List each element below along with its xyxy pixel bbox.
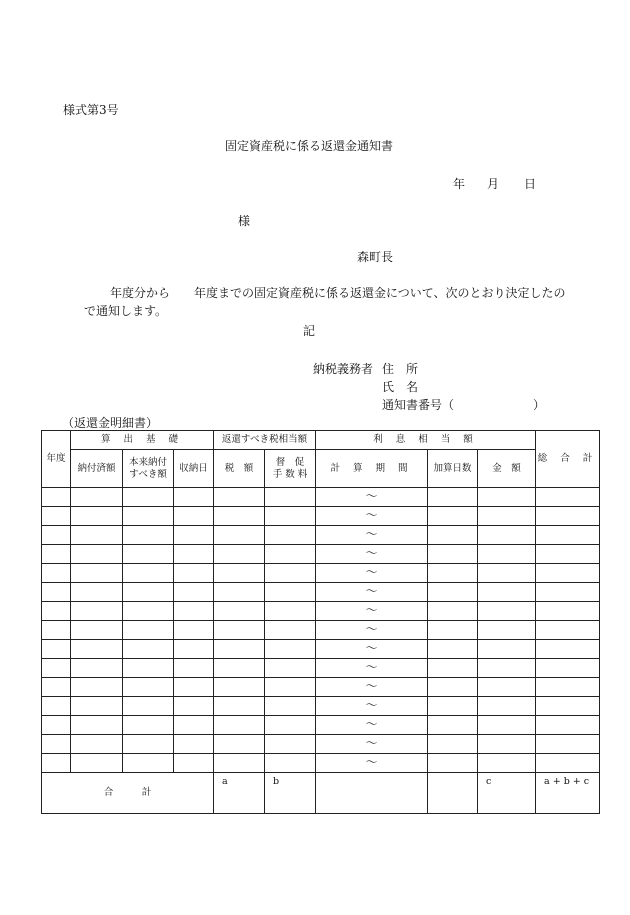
proper-amount-cell [123,602,174,621]
tax-amount-cell [214,678,265,697]
tax-amount-cell [214,640,265,659]
header-row-2 [42,450,600,488]
demand-fee-cell [265,678,316,697]
addressee-suffix: 様 [238,214,251,228]
year-cell [42,602,71,621]
calc-period-cell [316,697,428,716]
added-days-cell [428,735,478,754]
proper-amount-cell [123,678,174,697]
year-cell [42,754,71,773]
date-year-label: 年 [453,177,466,191]
calc-period-cell [316,754,428,773]
paid-amount-cell [71,716,123,735]
total-mark-c: c [478,773,536,814]
demand-fee-cell [265,545,316,564]
interest-amount-cell [478,583,536,602]
paid-amount-cell [71,583,123,602]
grand-total-header: 総 合 計 [536,431,600,488]
proper-amount-cell [123,545,174,564]
year-header: 年度 [42,431,71,488]
tax-amount-cell [214,697,265,716]
year-cell [42,678,71,697]
demand-fee-header [265,450,316,488]
interest-amount-cell [478,564,536,583]
tax-amount-cell [214,564,265,583]
interest-amount-cell [478,697,536,716]
added-days-cell [428,716,478,735]
tax-amount-cell [214,621,265,640]
demand-fee-cell [265,697,316,716]
detail-row [42,583,600,602]
period-separator: 〜 [365,584,378,598]
calc-period-cell [316,621,428,640]
detail-row [42,697,600,716]
paid-amount-cell [71,602,123,621]
grand-total-cell [536,526,600,545]
total-period-cell [316,773,428,814]
period-separator: 〜 [365,660,378,674]
calc-period-header: 計 算 期 間 [316,450,428,488]
ki-mark: 記 [303,324,316,338]
period-separator: 〜 [365,565,378,579]
added-days-cell [428,545,478,564]
year-cell [42,621,71,640]
received-date-cell [174,507,214,526]
year-cell [42,640,71,659]
proper-amount-cell [123,716,174,735]
total-days-cell [428,773,478,814]
calc-period-cell [316,640,428,659]
refund-header: 返還すべき税相当額 [214,431,316,450]
detail-row [42,602,600,621]
issuer-name: 森町長 [357,250,394,264]
total-mark-b: b [265,773,316,814]
tax-amount-cell [214,507,265,526]
detail-row [42,526,600,545]
grand-total-cell [536,678,600,697]
received-date-cell [174,583,214,602]
interest-amount-cell [478,640,536,659]
proper-amount-header-line2: すべき額 [129,468,167,480]
tax-amount-cell [214,602,265,621]
grand-total-cell [536,507,600,526]
interest-amount-cell [478,678,536,697]
detail-row [42,716,600,735]
received-date-cell [174,526,214,545]
paid-amount-cell [71,659,123,678]
year-cell [42,488,71,507]
demand-fee-cell [265,659,316,678]
demand-fee-cell [265,564,316,583]
interest-amount-cell [478,507,536,526]
received-date-cell [174,716,214,735]
demand-fee-cell [265,621,316,640]
calc-period-cell [316,545,428,564]
interest-amount-cell [478,754,536,773]
period-separator: 〜 [365,546,378,560]
tax-amount-cell [214,526,265,545]
period-separator: 〜 [365,698,378,712]
paid-amount-cell [71,640,123,659]
received-date-cell [174,545,214,564]
calc-period-cell [316,735,428,754]
year-cell [42,716,71,735]
proper-amount-cell [123,488,174,507]
calc-period-cell [316,488,428,507]
added-days-cell [428,602,478,621]
proper-amount-header-line1: 本来納付 [128,456,167,468]
header-row-1 [42,431,600,450]
detail-row [42,488,600,507]
received-date-cell [174,602,214,621]
detail-row [42,735,600,754]
calc-period-cell [316,602,428,621]
refund-detail-table [41,430,600,814]
tax-amount-cell [214,583,265,602]
taxpayer-label: 納税義務者 [313,362,374,376]
period-separator: 〜 [365,641,378,655]
proper-amount-cell [123,735,174,754]
grand-total-cell [536,735,600,754]
address-label: 住 所 [382,362,419,376]
table-caption: （返還金明細書） [62,416,159,430]
grand-total-cell [536,564,600,583]
calc-period-cell [316,716,428,735]
grand-total-cell [536,716,600,735]
tax-amount-cell [214,735,265,754]
grand-total-cell [536,621,600,640]
received-date-cell [174,678,214,697]
period-separator: 〜 [365,717,378,731]
tax-amount-cell [214,545,265,564]
demand-fee-cell [265,640,316,659]
grand-total-cell [536,640,600,659]
interest-amount-cell [478,621,536,640]
demand-fee-cell [265,754,316,773]
total-mark-sum: a + b + c [536,773,600,814]
period-separator: 〜 [365,527,378,541]
received-date-cell [174,640,214,659]
year-cell [42,697,71,716]
demand-fee-cell [265,602,316,621]
demand-fee-cell [265,488,316,507]
paid-amount-cell [71,488,123,507]
demand-fee-header-line2: 手 数 料 [272,468,308,480]
demand-fee-cell [265,735,316,754]
added-days-cell [428,583,478,602]
grand-total-cell [536,754,600,773]
added-days-cell [428,488,478,507]
period-separator: 〜 [365,755,378,769]
year-cell [42,507,71,526]
added-days-cell [428,526,478,545]
received-date-header: 収納日 [174,450,214,488]
form-number: 様式第3号 [63,103,119,117]
calc-period-cell [316,659,428,678]
added-days-cell [428,564,478,583]
added-days-cell [428,659,478,678]
proper-amount-header [123,450,174,488]
demand-fee-cell [265,507,316,526]
tax-amount-cell [214,659,265,678]
calc-period-cell [316,507,428,526]
period-separator: 〜 [365,508,378,522]
interest-header: 利 息 相 当 額 [316,431,536,450]
added-days-cell [428,507,478,526]
tax-amount-header: 税 額 [214,450,265,488]
paid-amount-cell [71,545,123,564]
proper-amount-cell [123,507,174,526]
demand-fee-cell [265,583,316,602]
calc-period-cell [316,583,428,602]
total-mark-a: a [214,773,265,814]
detail-row [42,621,600,640]
demand-fee-cell [265,716,316,735]
proper-amount-cell [123,621,174,640]
grand-total-cell [536,697,600,716]
grand-total-cell [536,659,600,678]
year-cell [42,735,71,754]
added-days-cell [428,754,478,773]
paid-amount-cell [71,564,123,583]
interest-amount-cell [478,526,536,545]
document-title: 固定資産税に係る返還金通知書 [225,139,394,153]
received-date-cell [174,564,214,583]
interest-amount-cell [478,735,536,754]
tax-amount-cell [214,488,265,507]
paid-amount-cell [71,526,123,545]
period-separator: 〜 [365,622,378,636]
interest-amount-header: 金 額 [478,450,536,488]
detail-row [42,659,600,678]
period-separator: 〜 [365,603,378,617]
demand-fee-cell [265,526,316,545]
received-date-cell [174,735,214,754]
detail-row [42,545,600,564]
year-cell [42,659,71,678]
interest-amount-cell [478,716,536,735]
paid-amount-cell [71,754,123,773]
paid-amount-header: 納付済額 [71,450,123,488]
received-date-cell [174,488,214,507]
detail-row [42,564,600,583]
interest-amount-cell [478,659,536,678]
proper-amount-cell [123,526,174,545]
received-date-cell [174,621,214,640]
paid-amount-cell [71,678,123,697]
total-row [42,773,600,814]
calc-period-cell [316,564,428,583]
proper-amount-cell [123,564,174,583]
detail-row [42,640,600,659]
interest-amount-cell [478,545,536,564]
added-days-cell [428,621,478,640]
calc-period-cell [316,678,428,697]
added-days-cell [428,640,478,659]
body-text-line2: で通知します。 [84,304,168,318]
date-month-label: 月 [487,177,500,191]
tax-amount-cell [214,754,265,773]
paid-amount-cell [71,735,123,754]
notice-number-label: 通知書番号（ [382,398,455,412]
interest-amount-cell [478,602,536,621]
paid-amount-cell [71,621,123,640]
body-text-line1: 年度分から 年度までの固定資産税に係る返還金について、次のとおり決定したの [110,286,566,300]
name-label: 氏 名 [382,380,419,394]
date-day-label: 日 [524,177,537,191]
year-cell [42,564,71,583]
year-cell [42,545,71,564]
paid-amount-cell [71,697,123,716]
year-cell [42,583,71,602]
received-date-cell [174,697,214,716]
proper-amount-cell [123,754,174,773]
interest-amount-cell [478,488,536,507]
paid-amount-cell [71,507,123,526]
grand-total-cell [536,583,600,602]
tax-amount-cell [214,716,265,735]
added-days-cell [428,697,478,716]
grand-total-cell [536,488,600,507]
proper-amount-cell [123,659,174,678]
received-date-cell [174,754,214,773]
added-days-cell [428,678,478,697]
detail-row [42,754,600,773]
period-separator: 〜 [365,679,378,693]
added-days-header: 加算日数 [428,450,478,488]
proper-amount-cell [123,583,174,602]
received-date-cell [174,659,214,678]
notice-number-close: ） [533,398,546,412]
demand-fee-header-line1: 督 促 [275,456,305,468]
total-label: 合 計 [42,773,214,814]
year-cell [42,526,71,545]
detail-row [42,507,600,526]
proper-amount-cell [123,697,174,716]
period-separator: 〜 [365,736,378,750]
detail-row [42,678,600,697]
calc-period-cell [316,526,428,545]
grand-total-cell [536,602,600,621]
basis-header: 算 出 基 礎 [71,431,214,450]
period-separator: 〜 [365,489,378,503]
grand-total-cell [536,545,600,564]
proper-amount-cell [123,640,174,659]
